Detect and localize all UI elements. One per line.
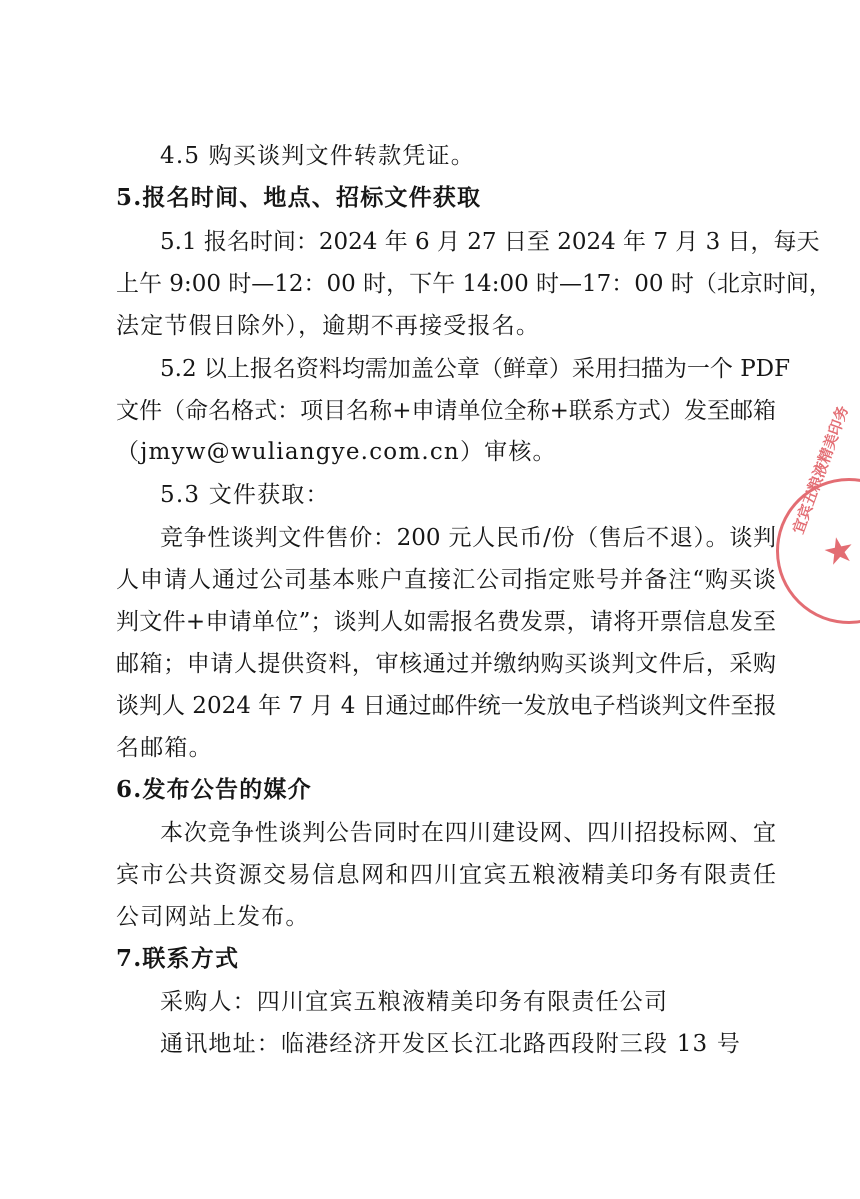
text-line: 公司网站上发布。: [116, 904, 310, 930]
text-line: 本次竞争性谈判公告同时在四川建设网、四川招投标网、宜: [160, 820, 776, 846]
text-line-4-5: 4.5 购买谈判文件转款凭证。: [160, 143, 475, 169]
seal-text: 宜宾五粮液精美印务: [789, 403, 853, 537]
text-line-5-2: 5.2 以上报名资料均需加盖公章（鲜章）采用扫描为一个 PDF: [160, 356, 791, 382]
text-line: 人申请人通过公司基本账户直接汇公司指定账号并备注“购买谈: [116, 567, 776, 593]
text-line: 谈判人 2024 年 7 月 4 日通过邮件统一发放电子档谈判文件至报: [116, 693, 777, 719]
text-line: 宾市公共资源交易信息网和四川宜宾五粮液精美印务有限责任: [116, 862, 776, 888]
text-line: 名邮箱。: [116, 735, 213, 761]
address-line: 通讯地址：临港经济开发区长江北路西段附三段 13 号: [160, 1031, 742, 1057]
seal-star-icon: ★: [818, 528, 860, 575]
text-line-5-3: 5.3 文件获取：: [160, 482, 330, 508]
text-line: 邮箱；申请人提供资料，审核通过并缴纳购买谈判文件后，采购: [116, 651, 776, 677]
text-line: 判文件+申请单位”；谈判人如需报名费发票，请将开票信息发至: [116, 609, 776, 635]
section-heading-6: 6.发布公告的媒介: [116, 776, 312, 803]
text-line: 上午 9:00 时—12：00 时，下午 14:00 时—17：00 时（北京时间，: [116, 271, 832, 297]
section-heading-7: 7.联系方式: [116, 945, 240, 972]
section-heading-5: 5.报名时间、地点、招标文件获取: [116, 184, 482, 211]
text-line: 竞争性谈判文件售价：200 元人民币/份（售后不退）。谈判: [160, 525, 776, 551]
text-line: 法定节假日除外），逾期不再接受报名。: [116, 313, 541, 339]
purchaser-line: 采购人：四川宜宾五粮液精美印务有限责任公司: [160, 989, 669, 1015]
email-text-line: （jmyw@wuliangye.com.cn）审核。: [116, 439, 557, 465]
text-line: 文件（命名格式：项目名称+申请单位全称+联系方式）发至邮箱: [116, 398, 776, 424]
red-seal-stamp: [762, 403, 860, 637]
text-line-5-1: 5.1 报名时间：2024 年 6 月 27 日至 2024 年 7 月 3 日，每天: [160, 229, 820, 255]
